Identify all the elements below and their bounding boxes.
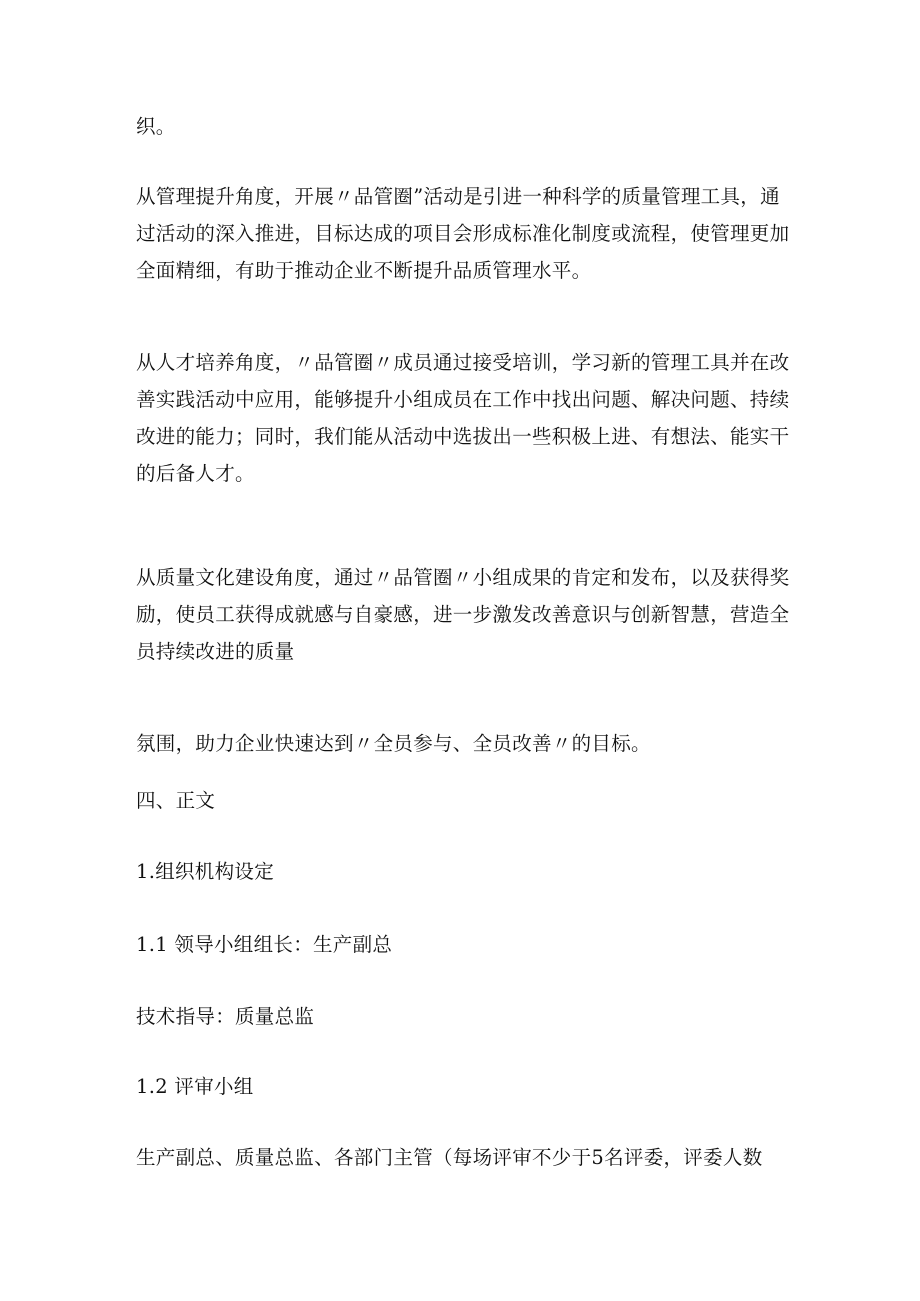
heading-organization (136, 853, 796, 890)
text-line: 氛围，助力企业快速达到〃全员参与、全员改善〃的目标。 (136, 732, 651, 755)
text-line: 员持续改进的质量 (136, 640, 295, 663)
text-line: 励，使员工获得成就感与自豪感，进一步激发改善意识与创新智慧，营造全 (136, 603, 790, 626)
paragraph-fragment-ending (136, 108, 796, 145)
paragraph-culture (136, 559, 796, 670)
text-line: 从质量文化建设角度，通过〃品管圈〃小组成果的肯定和发布，以及获得奖 (136, 566, 790, 589)
text-line: 1.1 领导小组组长：生产副总 (136, 933, 393, 956)
text-line: 善实践活动中应用，能够提升小组成员在工作中找出问题、解决问题、持续 (136, 388, 790, 411)
paragraph-review-members (136, 1139, 796, 1176)
item-review-group (136, 1068, 796, 1105)
paragraph-atmosphere (136, 725, 796, 762)
text-line: 全面精细，有助于推动企业不断提升品质管理水平。 (136, 259, 592, 282)
text-line: 的后备人才。 (136, 462, 255, 485)
text-line: 改进的能力；同时，我们能从活动中选拔出一些积极上进、有想法、能实干 (136, 425, 790, 448)
text-line: 技术指导：质量总监 (136, 1005, 315, 1028)
paragraph-management (136, 178, 796, 289)
item-technical-guidance (136, 998, 796, 1035)
text-line: 从管理提升角度，开展〃品管圈”活动是引进一种科学的质量管理工具，通 (136, 185, 780, 208)
heading-line: 1.组织机构设定 (136, 860, 275, 883)
heading-line: 1.2 评审小组 (136, 1075, 254, 1098)
paragraph-talent (136, 344, 796, 492)
heading-line: 四、正文 (136, 789, 216, 812)
text-line: 生产副总、质量总监、各部门主管（每场评审不少于5名评委，评委人数 (136, 1146, 763, 1169)
text-line: 织。 (136, 115, 176, 138)
section-heading-main-text (136, 782, 796, 819)
item-leadership-group (136, 926, 796, 963)
text-line: 从人才培养角度，〃品管圈〃成员通过接受培训，学习新的管理工具并在改 (136, 351, 790, 374)
text-line: 过活动的深入推进，目标达成的项目会形成标准化制度或流程，使管理更加 (136, 222, 790, 245)
